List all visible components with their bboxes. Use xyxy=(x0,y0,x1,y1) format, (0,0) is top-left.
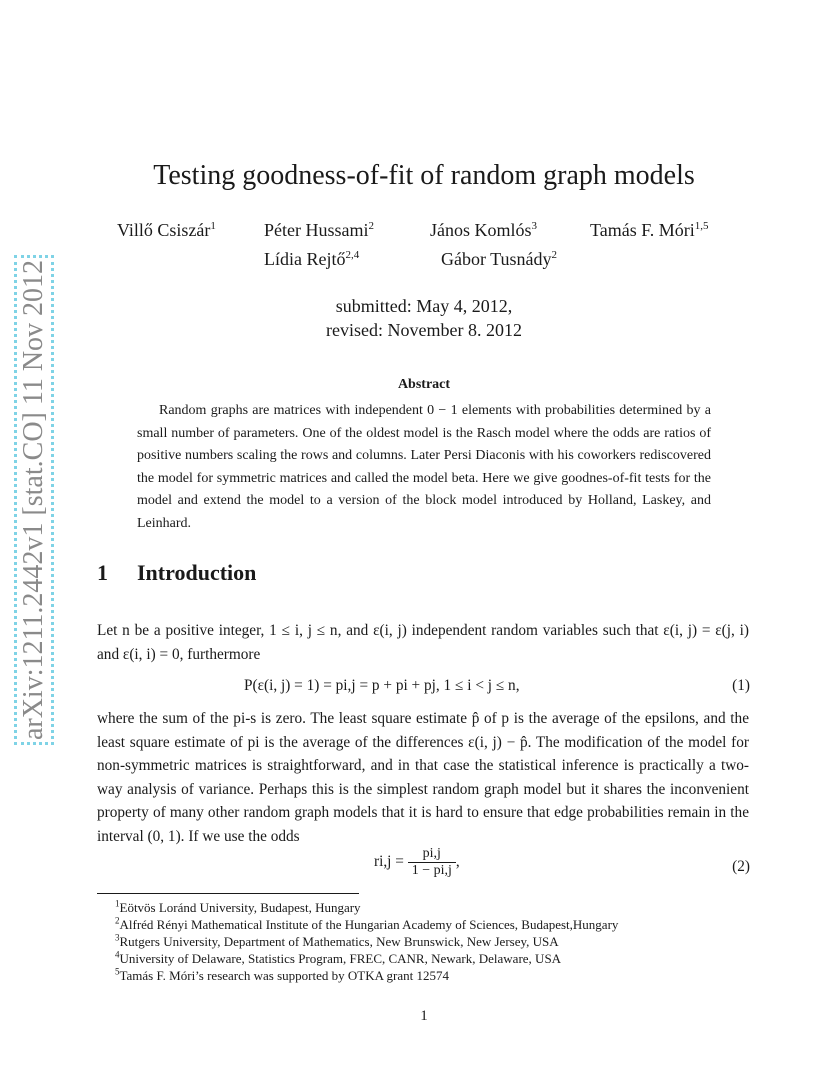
submitted-date: submitted: May 4, 2012, xyxy=(335,296,513,316)
equation-2 xyxy=(374,846,460,879)
author-6: Gábor Tusnády$^2$ xyxy=(441,249,558,269)
equation-2-fraction xyxy=(408,846,456,879)
author-4: Tamás F. Móri$^{1,5}$ xyxy=(590,220,709,240)
arxiv-identifier: arXiv:1211.2442v1 [stat.CO] 11 Nov 2012 xyxy=(18,259,49,741)
author-2: Péter Hussami$^2$ xyxy=(264,220,374,240)
equation-1: P(ε(i, j) = 1) = pi,j = p + pi + pj, 1 ≤ i < j ≤ n, xyxy=(244,677,520,694)
footnote-1: $^1$Eötvös Loránd University, Budapest, Hungary xyxy=(115,898,361,915)
author-5: Lídia Rejtő$^{2,4}$ xyxy=(264,249,360,269)
section-title: Introduction xyxy=(137,560,257,585)
equation-1-number: (1) xyxy=(732,677,750,694)
footnote-5: $^5$Tamás F. Móri’s research was supported by OTKA grant 12574 xyxy=(115,966,449,983)
equation-2-comma: , xyxy=(455,853,460,871)
page-number: 1 xyxy=(420,1008,428,1024)
equation-2-numerator: pi,j xyxy=(408,846,456,863)
equation-2-denominator: 1 − pi,j xyxy=(411,863,452,878)
author-1: Villő Csiszár$^1$ xyxy=(117,220,216,240)
equation-2-lhs: ri,j = xyxy=(374,853,404,871)
section-heading xyxy=(97,560,256,586)
section-number: 1 xyxy=(97,560,108,585)
paragraph-2: where the sum of the pi-s is zero. The least square estimate p̂ of p is the average of the epsilons, and the least square estimate of pi is the average of the differences ε(i, j) − p̂. The modification of the model for non-symmetric matrices is straightforward, and in that case the statistical inference is practically a two-way analysis of variance. Perhaps this is the simplest random graph model but it shares the inconvenient property of many other random graph models that it is hard to ensure that edge probabilities remain in the interval (0, 1). If we use the odds xyxy=(97,710,749,845)
paragraph-1: Let n be a positive integer, 1 ≤ i, j ≤ n, and ε(i, j) independent random variables such that ε(i, j) = ε(j, i) and ε(i, i) = 0, furthermore xyxy=(97,622,749,663)
revised-date: revised: November 8. 2012 xyxy=(326,320,522,340)
footnote-3: $^3$Rutgers University, Department of Mathematics, New Brunswick, New Jersey, USA xyxy=(115,932,559,949)
paper-title: Testing goodness-of-fit of random graph models xyxy=(153,160,695,191)
footnote-4: $^4$University of Delaware, Statistics Program, FREC, CANR, Newark, Delaware, USA xyxy=(115,949,562,966)
abstract-heading: Abstract xyxy=(397,377,451,392)
abstract-body: Random graphs are matrices with independent 0 − 1 elements with probabilities determined by a small number of parameters. One of the oldest model is the Rasch model where the odds are ratios of positive numbers scaling the rows and columns. Later Persi Diaconis with his coworkers rediscovered the model for symmetric matrices and called the model beta. Here we give goodnes-of-fit tests for the model and extend the model to a version of the block model introduced by Holland, Laskey, and Leinhard. xyxy=(137,403,711,531)
footnote-2: $^2$Alfréd Rényi Mathematical Institute of the Hungarian Academy of Sciences, Budapest,Hungary xyxy=(115,915,619,932)
footnote-rule xyxy=(97,893,359,894)
author-3: János Komlós$^3$ xyxy=(430,220,538,240)
equation-2-number: (2) xyxy=(732,858,750,875)
